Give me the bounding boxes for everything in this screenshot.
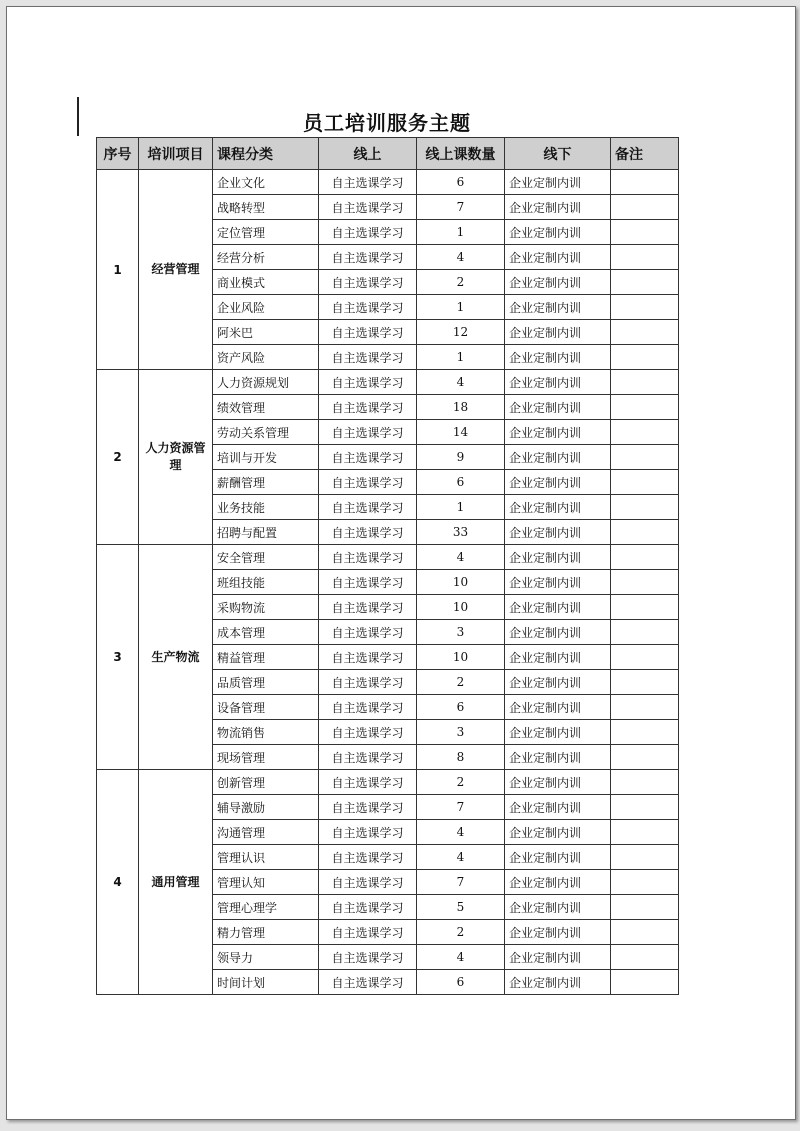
training-table <box>96 137 679 995</box>
offline-cell: 企业定制内训 <box>505 545 611 570</box>
online-cell: 自主选课学习 <box>319 420 417 445</box>
online-count-cell: 10 <box>417 570 505 595</box>
course-cell: 安全管理 <box>213 545 319 570</box>
online-cell: 自主选课学习 <box>319 945 417 970</box>
online-count-cell: 2 <box>417 670 505 695</box>
offline-cell: 企业定制内训 <box>505 845 611 870</box>
offline-cell: 企业定制内训 <box>505 195 611 220</box>
header-row <box>97 138 679 170</box>
online-count-cell: 4 <box>417 845 505 870</box>
group-seq-cell: 4 <box>97 770 139 995</box>
offline-cell: 企业定制内训 <box>505 495 611 520</box>
note-cell <box>611 495 679 520</box>
course-cell: 经营分析 <box>213 245 319 270</box>
note-cell <box>611 420 679 445</box>
course-cell: 精力管理 <box>213 920 319 945</box>
offline-cell: 企业定制内训 <box>505 645 611 670</box>
note-cell <box>611 945 679 970</box>
offline-cell: 企业定制内训 <box>505 245 611 270</box>
online-cell: 自主选课学习 <box>319 495 417 520</box>
note-cell <box>611 195 679 220</box>
note-cell <box>611 470 679 495</box>
course-cell: 领导力 <box>213 945 319 970</box>
online-cell: 自主选课学习 <box>319 820 417 845</box>
course-cell: 品质管理 <box>213 670 319 695</box>
course-cell: 绩效管理 <box>213 395 319 420</box>
online-cell: 自主选课学习 <box>319 795 417 820</box>
online-cell: 自主选课学习 <box>319 620 417 645</box>
course-cell: 现场管理 <box>213 745 319 770</box>
online-cell: 自主选课学习 <box>319 245 417 270</box>
online-count-cell: 6 <box>417 695 505 720</box>
offline-cell: 企业定制内训 <box>505 395 611 420</box>
group-project-cell: 经营管理 <box>139 170 213 370</box>
online-count-cell: 2 <box>417 270 505 295</box>
offline-cell: 企业定制内训 <box>505 345 611 370</box>
online-count-cell: 6 <box>417 970 505 995</box>
offline-cell: 企业定制内训 <box>505 520 611 545</box>
online-cell: 自主选课学习 <box>319 895 417 920</box>
course-cell: 资产风险 <box>213 345 319 370</box>
online-count-cell: 3 <box>417 720 505 745</box>
header-note: 备注 <box>611 138 679 170</box>
offline-cell: 企业定制内训 <box>505 370 611 395</box>
course-cell: 沟通管理 <box>213 820 319 845</box>
online-count-cell: 5 <box>417 895 505 920</box>
online-cell: 自主选课学习 <box>319 595 417 620</box>
note-cell <box>611 770 679 795</box>
offline-cell: 企业定制内训 <box>505 620 611 645</box>
header-offline: 线下 <box>505 138 611 170</box>
online-count-cell: 3 <box>417 620 505 645</box>
online-cell: 自主选课学习 <box>319 770 417 795</box>
online-count-cell: 1 <box>417 295 505 320</box>
online-cell: 自主选课学习 <box>319 170 417 195</box>
online-count-cell: 7 <box>417 795 505 820</box>
table-row <box>97 170 679 195</box>
course-cell: 薪酬管理 <box>213 470 319 495</box>
note-cell <box>611 895 679 920</box>
header-online: 线上 <box>319 138 417 170</box>
note-cell <box>611 270 679 295</box>
table-row <box>97 545 679 570</box>
offline-cell: 企业定制内训 <box>505 320 611 345</box>
offline-cell: 企业定制内训 <box>505 970 611 995</box>
online-count-cell: 6 <box>417 170 505 195</box>
course-cell: 时间计划 <box>213 970 319 995</box>
offline-cell: 企业定制内训 <box>505 170 611 195</box>
online-count-cell: 4 <box>417 245 505 270</box>
online-count-cell: 9 <box>417 445 505 470</box>
online-cell: 自主选课学习 <box>319 320 417 345</box>
document-title: 员工培训服务主题 <box>303 111 471 135</box>
note-cell <box>611 745 679 770</box>
course-cell: 管理心理学 <box>213 895 319 920</box>
course-cell: 战略转型 <box>213 195 319 220</box>
course-cell: 管理认识 <box>213 845 319 870</box>
course-cell: 设备管理 <box>213 695 319 720</box>
online-cell: 自主选课学习 <box>319 370 417 395</box>
course-cell: 物流销售 <box>213 720 319 745</box>
offline-cell: 企业定制内训 <box>505 220 611 245</box>
note-cell <box>611 395 679 420</box>
course-cell: 定位管理 <box>213 220 319 245</box>
online-count-cell: 10 <box>417 595 505 620</box>
course-cell: 成本管理 <box>213 620 319 645</box>
course-cell: 管理认知 <box>213 870 319 895</box>
online-cell: 自主选课学习 <box>319 545 417 570</box>
note-cell <box>611 245 679 270</box>
online-count-cell: 18 <box>417 395 505 420</box>
course-cell: 精益管理 <box>213 645 319 670</box>
course-cell: 采购物流 <box>213 595 319 620</box>
group-project-cell: 人力资源管理 <box>139 370 213 545</box>
note-cell <box>611 620 679 645</box>
online-cell: 自主选课学习 <box>319 395 417 420</box>
group-seq-cell: 3 <box>97 545 139 770</box>
header-online-count: 线上课数量 <box>417 138 505 170</box>
online-cell: 自主选课学习 <box>319 345 417 370</box>
course-cell: 班组技能 <box>213 570 319 595</box>
online-cell: 自主选课学习 <box>319 970 417 995</box>
note-cell <box>611 870 679 895</box>
header-course: 课程分类 <box>213 138 319 170</box>
online-cell: 自主选课学习 <box>319 270 417 295</box>
offline-cell: 企业定制内训 <box>505 945 611 970</box>
online-count-cell: 12 <box>417 320 505 345</box>
group-seq-cell: 2 <box>97 370 139 545</box>
online-count-cell: 7 <box>417 870 505 895</box>
note-cell <box>611 320 679 345</box>
note-cell <box>611 345 679 370</box>
online-count-cell: 14 <box>417 420 505 445</box>
offline-cell: 企业定制内训 <box>505 270 611 295</box>
online-count-cell: 4 <box>417 545 505 570</box>
online-cell: 自主选课学习 <box>319 470 417 495</box>
online-cell: 自主选课学习 <box>319 720 417 745</box>
online-cell: 自主选课学习 <box>319 195 417 220</box>
offline-cell: 企业定制内训 <box>505 445 611 470</box>
note-cell <box>611 295 679 320</box>
online-cell: 自主选课学习 <box>319 645 417 670</box>
course-cell: 业务技能 <box>213 495 319 520</box>
course-cell: 人力资源规划 <box>213 370 319 395</box>
note-cell <box>611 370 679 395</box>
header-seq: 序号 <box>97 138 139 170</box>
online-count-cell: 1 <box>417 495 505 520</box>
online-count-cell: 2 <box>417 920 505 945</box>
online-count-cell: 4 <box>417 945 505 970</box>
course-cell: 培训与开发 <box>213 445 319 470</box>
offline-cell: 企业定制内训 <box>505 595 611 620</box>
offline-cell: 企业定制内训 <box>505 720 611 745</box>
online-cell: 自主选课学习 <box>319 845 417 870</box>
course-cell: 商业模式 <box>213 270 319 295</box>
online-count-cell: 1 <box>417 220 505 245</box>
online-count-cell: 6 <box>417 470 505 495</box>
header-project: 培训项目 <box>139 138 213 170</box>
offline-cell: 企业定制内训 <box>505 670 611 695</box>
online-count-cell: 10 <box>417 645 505 670</box>
course-cell: 招聘与配置 <box>213 520 319 545</box>
group-project-cell: 通用管理 <box>139 770 213 995</box>
online-cell: 自主选课学习 <box>319 570 417 595</box>
offline-cell: 企业定制内训 <box>505 295 611 320</box>
online-cell: 自主选课学习 <box>319 670 417 695</box>
text-cursor <box>77 97 79 136</box>
offline-cell: 企业定制内训 <box>505 745 611 770</box>
course-cell: 企业文化 <box>213 170 319 195</box>
offline-cell: 企业定制内训 <box>505 795 611 820</box>
online-cell: 自主选课学习 <box>319 295 417 320</box>
online-count-cell: 33 <box>417 520 505 545</box>
offline-cell: 企业定制内训 <box>505 770 611 795</box>
note-cell <box>611 570 679 595</box>
note-cell <box>611 845 679 870</box>
offline-cell: 企业定制内训 <box>505 920 611 945</box>
course-cell: 企业风险 <box>213 295 319 320</box>
note-cell <box>611 970 679 995</box>
online-count-cell: 4 <box>417 370 505 395</box>
online-count-cell: 8 <box>417 745 505 770</box>
online-count-cell: 1 <box>417 345 505 370</box>
course-cell: 阿米巴 <box>213 320 319 345</box>
note-cell <box>611 595 679 620</box>
offline-cell: 企业定制内训 <box>505 895 611 920</box>
course-cell: 辅导激励 <box>213 795 319 820</box>
online-count-cell: 4 <box>417 820 505 845</box>
note-cell <box>611 170 679 195</box>
note-cell <box>611 820 679 845</box>
online-cell: 自主选课学习 <box>319 870 417 895</box>
course-cell: 劳动关系管理 <box>213 420 319 445</box>
offline-cell: 企业定制内训 <box>505 470 611 495</box>
note-cell <box>611 670 679 695</box>
online-cell: 自主选课学习 <box>319 920 417 945</box>
offline-cell: 企业定制内训 <box>505 695 611 720</box>
course-cell: 创新管理 <box>213 770 319 795</box>
online-count-cell: 7 <box>417 195 505 220</box>
note-cell <box>611 520 679 545</box>
note-cell <box>611 795 679 820</box>
online-cell: 自主选课学习 <box>319 445 417 470</box>
offline-cell: 企业定制内训 <box>505 820 611 845</box>
note-cell <box>611 445 679 470</box>
note-cell <box>611 545 679 570</box>
note-cell <box>611 720 679 745</box>
offline-cell: 企业定制内训 <box>505 570 611 595</box>
online-cell: 自主选课学习 <box>319 745 417 770</box>
online-count-cell: 2 <box>417 770 505 795</box>
group-project-cell: 生产物流 <box>139 545 213 770</box>
offline-cell: 企业定制内训 <box>505 870 611 895</box>
table-row <box>97 770 679 795</box>
note-cell <box>611 920 679 945</box>
note-cell <box>611 220 679 245</box>
online-cell: 自主选课学习 <box>319 520 417 545</box>
online-cell: 自主选课学习 <box>319 220 417 245</box>
offline-cell: 企业定制内训 <box>505 420 611 445</box>
online-cell: 自主选课学习 <box>319 695 417 720</box>
note-cell <box>611 645 679 670</box>
table-row <box>97 370 679 395</box>
table-body <box>97 170 679 995</box>
note-cell <box>611 695 679 720</box>
group-seq-cell: 1 <box>97 170 139 370</box>
